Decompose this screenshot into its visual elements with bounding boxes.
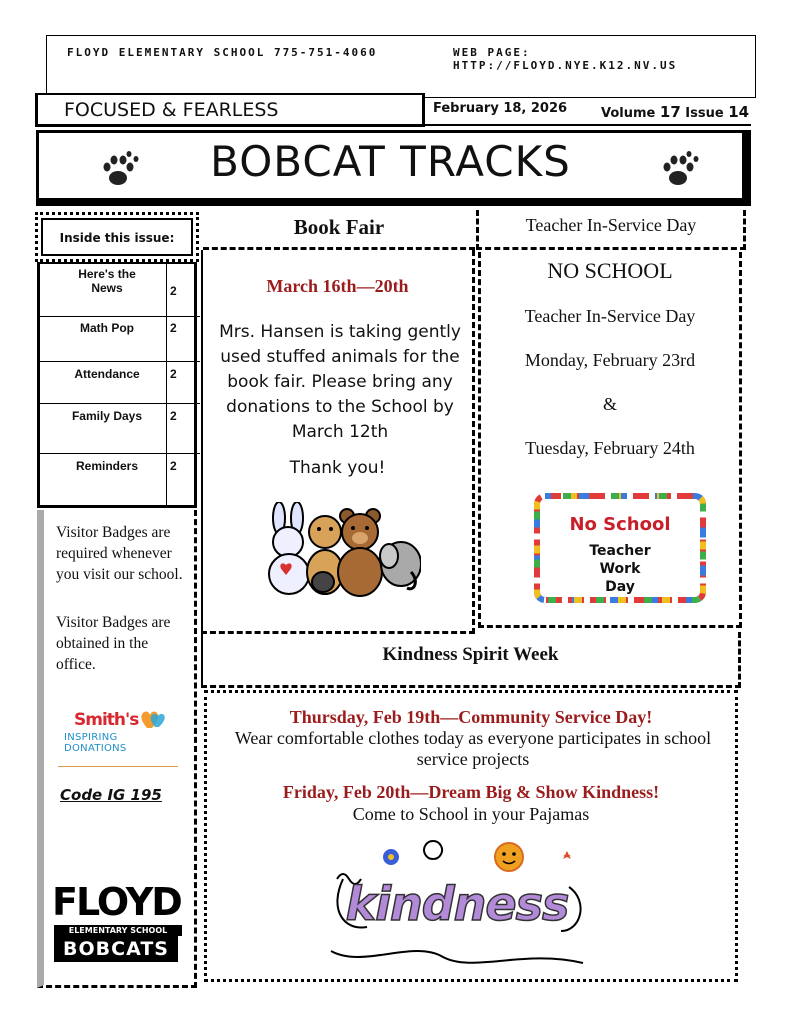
issue-number: 14 (728, 103, 750, 121)
toc-row[interactable] (40, 264, 200, 317)
kindness-day1-title: Thursday, Feb 19th—Community Service Day! (289, 707, 653, 727)
book-fair-box (201, 250, 475, 634)
book-fair-heading-box (203, 210, 475, 250)
motto-box (35, 93, 425, 127)
kindness-day1-body: Wear comfortable clothes today as everyone participates in school service projects (234, 728, 712, 769)
toc-item-page: 2 (170, 367, 177, 381)
motto: FOCUSED & FEARLESS (64, 99, 279, 121)
inservice-box (478, 252, 742, 628)
paw-print-icon (659, 149, 701, 189)
inservice-heading-box (476, 210, 746, 250)
no-school-sign-title: No School (569, 514, 671, 535)
inservice-line-2: Monday, February 23rd (524, 350, 696, 370)
issue-date: February 18, 2026 (433, 101, 568, 116)
inservice-line-3: Tuesday, February 24th (525, 438, 695, 458)
visitor-badge-note: Visitor Badges are required whenever you visit our school. (56, 524, 183, 583)
sidebar-divider (58, 766, 178, 767)
book-fair-body: Mrs. Hansen is taking gently used stuffed animals for the book fair. Please bring any donations to the School by March 12th (219, 322, 461, 442)
issue-label: Issue (685, 106, 724, 121)
smiths-subtitle: INSPIRING DONATIONS (64, 732, 127, 754)
kindness-heading: Kindness Spirit Week (382, 644, 559, 665)
toc-item-page: 2 (170, 459, 177, 473)
kindness-box (204, 690, 738, 982)
smiths-code: Code IG 195 (60, 786, 162, 804)
book-fair-dates: March 16th—20th (266, 276, 409, 296)
no-school-sign-sub: Teacher Work Day (589, 543, 651, 595)
inservice-ampersand: & (602, 394, 617, 414)
floyd-logo-subtitle: ELEMENTARY SCHOOL (54, 925, 182, 936)
floyd-logo-word: FLOYD (52, 880, 181, 924)
stuffed-animals-icon (261, 502, 421, 600)
heart-icon (140, 708, 166, 730)
toc-item-page: 2 (170, 321, 177, 335)
kindness-word: kindness (345, 877, 569, 931)
inservice-line-1: Teacher In-Service Day (524, 306, 696, 326)
volume-number: 17 (659, 103, 681, 121)
inservice-heading: Teacher In-Service Day (525, 215, 697, 235)
toc-title-inner (41, 218, 193, 256)
toc-row[interactable] (40, 316, 200, 362)
floyd-logo-bobcats: BOBCATS (54, 936, 178, 962)
toc-row[interactable] (40, 361, 200, 404)
newsletter-title: BOBCAT TRACKS (210, 137, 571, 186)
smiths-brand: Smith's (74, 710, 139, 730)
toc-item-page: 2 (170, 284, 177, 298)
toc-item-label: Here's the News (78, 267, 136, 295)
kindness-art (323, 839, 591, 977)
toc-title-box (35, 212, 199, 262)
volume-issue (601, 103, 749, 121)
no-school-heading: NO SCHOOL (547, 258, 673, 283)
smiths-logo (64, 708, 174, 752)
toc-row[interactable] (40, 403, 200, 454)
toc-item-label: Reminders (75, 459, 139, 473)
visitor-badge-location: Visitor Badges are obtained in the office. (56, 614, 171, 673)
no-school-sign (529, 488, 711, 608)
toc-title: Inside this issue: (59, 231, 175, 245)
floyd-bobcats-logo (52, 880, 182, 960)
web-page-line: WEB PAGE: HTTP://FLOYD.NYE.K12.NV.US (453, 46, 678, 72)
toc-item-page: 2 (170, 409, 177, 423)
toc-item-label: Family Days (71, 409, 143, 423)
sidebar-box (37, 510, 197, 988)
book-fair-thanks: Thank you! (289, 458, 386, 478)
toc-table (37, 262, 197, 508)
header-rule (425, 124, 751, 126)
kindness-day2-body: Come to School in your Pajamas (352, 804, 590, 824)
book-fair-heading: Book Fair (293, 215, 385, 239)
toc-row[interactable] (40, 453, 200, 507)
kindness-day2-title: Friday, Feb 20th—Dream Big & Show Kindness! (282, 782, 660, 802)
toc-item-label: Math Pop (80, 321, 134, 335)
masthead-contact-box (46, 35, 756, 98)
volume-label: Volume (601, 106, 656, 121)
school-phone-line: FLOYD ELEMENTARY SCHOOL 775-751-4060 (67, 46, 378, 59)
title-banner (36, 130, 751, 206)
kindness-heading-box (201, 632, 741, 688)
toc-item-label: Attendance (74, 367, 140, 381)
